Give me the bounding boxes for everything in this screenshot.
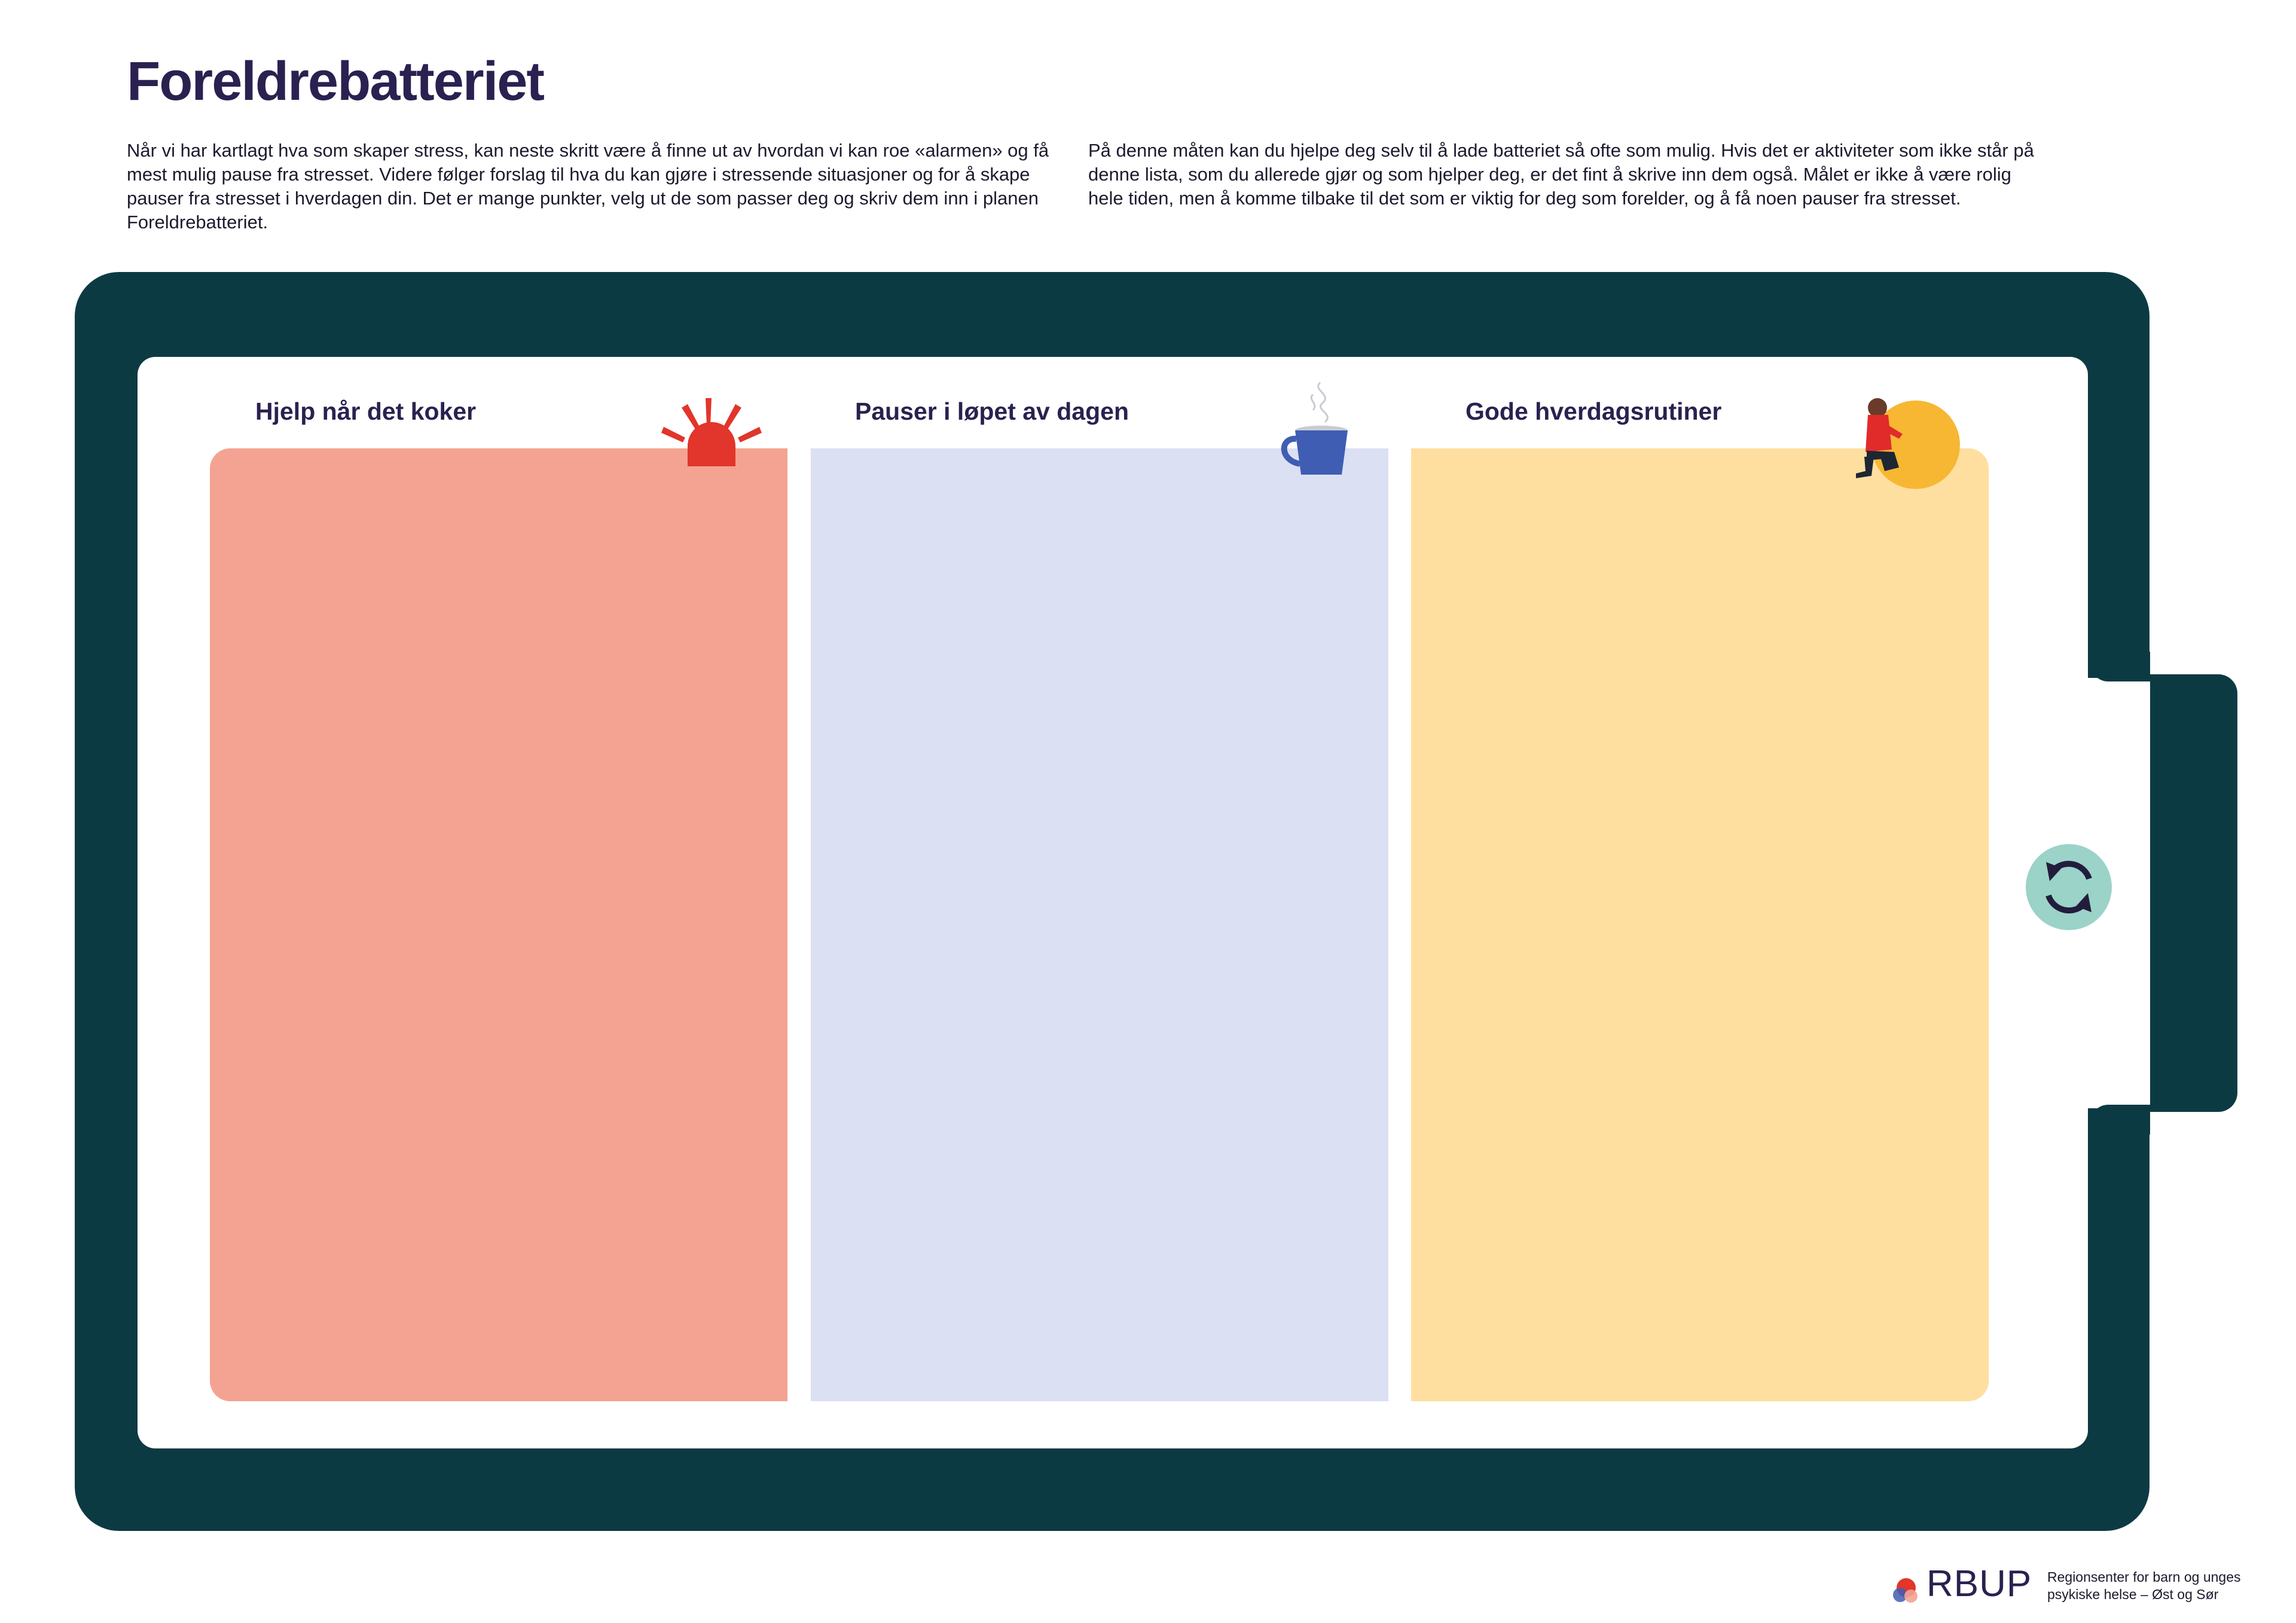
logo-text: RBUP xyxy=(1926,1563,2032,1604)
coffee-cup-icon xyxy=(1277,377,1355,478)
page-title: Foreldrebatteriet xyxy=(127,51,544,112)
column-title-1: Hjelp når det koker xyxy=(255,398,477,425)
column-title-3: Gode hverdagsrutiner xyxy=(1465,398,1722,425)
writing-panel-1[interactable] xyxy=(210,448,787,1401)
writing-panel-2[interactable] xyxy=(811,448,1388,1401)
column-title-2: Pauser i løpet av dagen xyxy=(855,398,1129,425)
organization-name: Regionsenter for barn og unges psykiske helse – Øst og Sør xyxy=(2047,1569,2241,1602)
recharge-icon xyxy=(2026,844,2112,930)
writing-panel-3[interactable] xyxy=(1411,448,1989,1401)
battery-notch-top xyxy=(2090,652,2150,681)
battery-notch-bottom xyxy=(2090,1105,2150,1135)
intro-text-left: Når vi har kartlagt hva som skaper stress, kan neste skritt være å finne ut av hvordan vi kan roe «alarmen» og få mest mulig pause fra stresset. Videre følger forslag til hva du kan gjøre i stressende situasjoner og for å skape pauser fra stresset i hverdagen din. Det er mange punkter, velg ut de som passer deg og skriv dem inn i planen Foreldrebatteriet. xyxy=(127,140,1049,233)
intro-text-right: På denne måten kan du hjelpe deg selv til å lade batteriet så ofte som mulig. Hvis det er aktiviteter som ikke står på denne lista, som du allerede gjør og som hjelper deg, er det fint å skrive inn dem også. Målet er ikke å være rolig hele tiden, men å komme tilbake til det som er viktig for deg som forelder, og å få noen pauser fra stresset. xyxy=(1088,140,2034,209)
alarm-siren-icon xyxy=(658,395,765,466)
battery-terminal xyxy=(2139,674,2237,1112)
person-pushing-ball-icon xyxy=(1848,395,1967,496)
